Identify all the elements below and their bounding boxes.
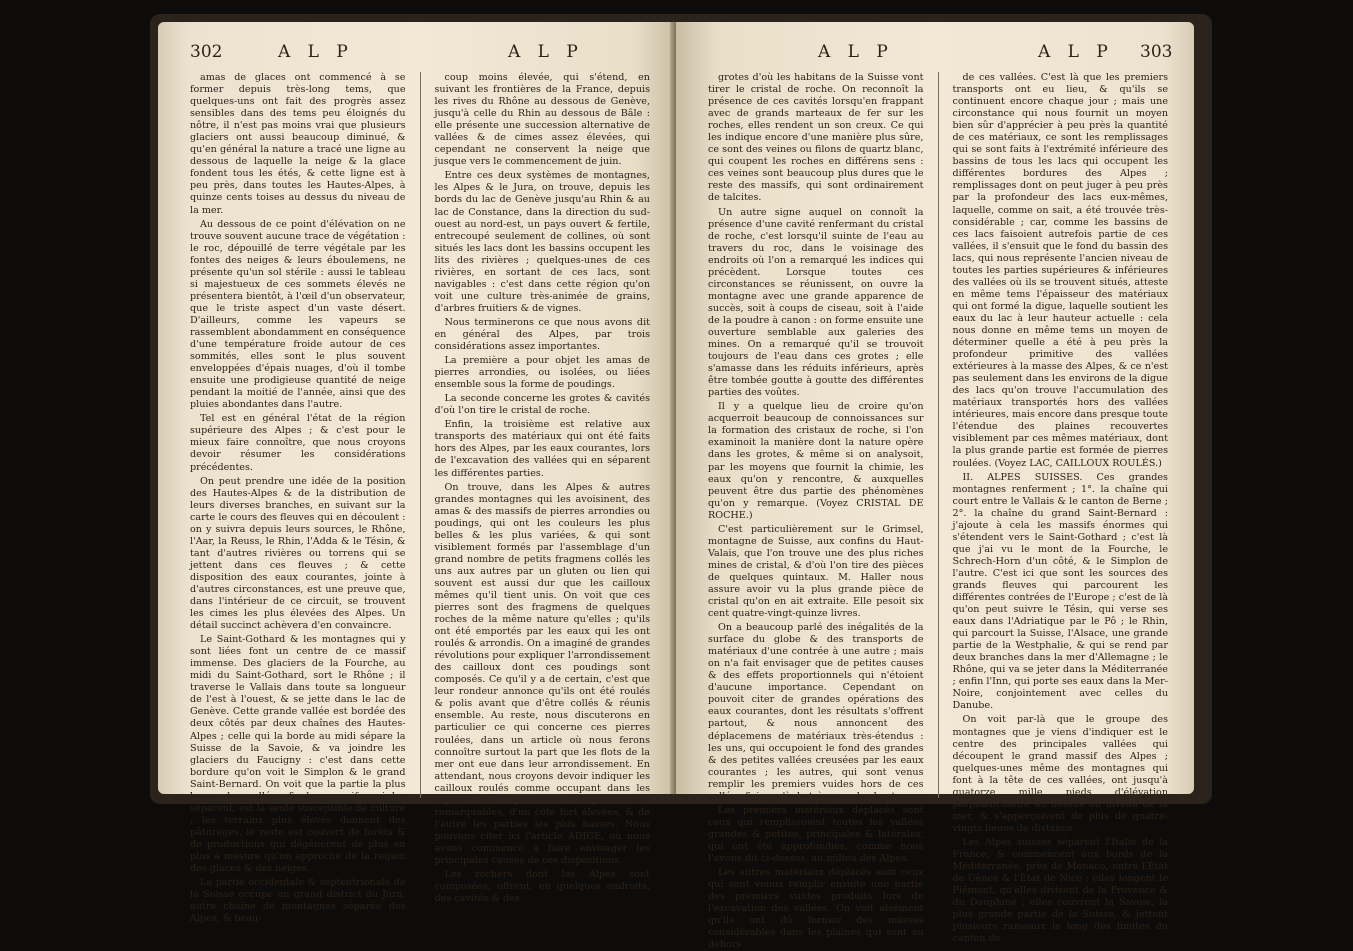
paragraph: La seconde concerne les grotes & cavités d'où l'on tire le cristal de roche. xyxy=(434,393,650,417)
paragraph: Enfin, la troisième est relative aux transports des matériaux qui ont été faits hors des Alpes, par les eaux courantes, lors de l'excavation des vallées qui en séparent les différentes parties. xyxy=(434,419,650,479)
paragraph: Entre ces deux systèmes de montagnes, les Alpes & le Jura, on trouve, depuis les bords du lac de Genève jusqu'au Rhin & au lac de Constance, dans la direction du sud-ouest au nord-est, un pays ouvert & fertile, entrecoupé seulement de collines, où sont situés les lacs dont les bassins occupent les lits des rivières ; quelques-unes de ces rivières, en sortant de ces lacs, sont navigables : c'est dans cette région qu'on voit une culture très-animée de grains, d'arbres fruitiers & de vignes. xyxy=(434,170,650,314)
paragraph: On a beaucoup parlé des inégalités de la surface du globe & des transports de matériaux d'une contrée à une autre ; mais on n'a fait envisager que de petites causes & des effets proportionnels qui n'étoient d'aucune importance. Cependant on pouvoit citer de grandes opérations des eaux courantes, dont les résultats s'offrent partout, & nous annoncent des déplacemens de matériaux très-étendus : les uns, qui occupoient le fond des grandes & des petites vallées creusées par les eaux courantes ; les autres, qui sont venus remplir les premiers vuides hors de ces vallées & jusqu'à de très-grandes hauteurs. xyxy=(708,622,924,802)
paragraph: On trouve, dans les Alpes & autres grandes montagnes qui les avoisinent, des amas & des massifs de pierres arrondies ou poudings, qui ont les couleurs les plus belles & les plus variées, & qui sont visiblement formés par l'assemblage d'un grand nombre de petits fragmens collés les uns aux autres par un gluten ou lien qui souvent est aussi dur que les cailloux mêmes qu'il tient unis. On voit que ces pierres sont des fragmens de quelques roches de la même nature qu'elles ; qu'ils ont été emportés par les eaux qui les ont roulés & arrondis. On a imaginé de grandes révolutions pour expliquer l'arrondissement des cailloux dont ces poudings sont composés. Ce qu'il y a de certain, c'est que leur rondeur annonce qu'ils ont été roulés & polis avant que d'être collés & réunis ensemble. Au reste, nous discuterons en particulier ce qui concerne ces pierres roulées, dans un article où nous ferons connoître surtout la part que les flots de la mer ont eue dans leur arrondissement. En attendant, nous croyons devoir indiquer les cailloux roulés comme occupant dans les Alpes des positions singulièrement remarquables, d'un côté fort élevées, & de l'autre les parties les plus basses. Nous pouvons citer ici l'article ADIGE, où nous avons commencé à faire envisager les principales causes de ces dispositions. xyxy=(434,481,650,866)
page-number: 303 xyxy=(1140,42,1173,62)
column-1 xyxy=(190,72,406,925)
running-head: A L P xyxy=(278,42,354,62)
paragraph: grotes d'où les habitans de la Suisse vont tirer le cristal de roche. On reconnoît la présence de ces cavités lorsqu'en frappant avec de grands marteaux de fer sur les roches, elles rendent un son creux. Ce qui les indique encore d'une manière plus sûre, ce sont des veines ou filons de quartz blanc, qui coupent les roches en différens sens : ces veines sont beaucoup plus dures que le reste des massifs, qui sont ordinairement de talcites. xyxy=(708,72,924,204)
paragraph: Les premiers matériaux déplacés sont ceux qui remplissoient toutes les vallées grandes & petites, principales & latérales, qui ont été approfondies, comme nous l'avons dit ci-dessus, au milieu des Alpes. xyxy=(708,804,924,864)
paragraph: amas de glaces ont commencé à se former depuis très-long tems, que quelques-uns ont fait des progrès assez sensibles dans des tems peu éloignés du nôtre, il n'est pas moins vrai que plusieurs glaciers ont aussi beaucoup diminué, & qu'en général la nature a tracé une ligne au dessous de laquelle la neige & la glace fondent tous les étés, & cette ligne est à peu près, dans toutes les Hautes-Alpes, à quinze cents toises au dessus du niveau de la mer. xyxy=(190,72,406,216)
paragraph: Les rochers dont les Alpes sont composées, offrent, en quelques endroits, des cavités & des xyxy=(434,869,650,905)
paragraph: coup moins élevée, qui s'étend, en suivant les frontières de la France, depuis les rives du Rhône au dessous de Genève, jusqu'à celle du Rhin au dessous de Bâle : elle présente une succession alternative de vallées & de cimes assez élevées, qui cependant ne conservent la neige que jusque vers le commencement de juin. xyxy=(434,72,650,168)
paragraph: C'est particulièrement sur le Grimsel, montagne de Suisse, aux confins du Haut-Valais, que l'on trouve une des plus riches mines de cristal, & d'où l'on tire des pièces de quelques quintaux. M. Haller nous assure avoir vu la plus grande pièce de cristal qu'on en ait extraite. Elle pesoit six cent quatre-vingt-quinze livres. xyxy=(708,523,924,620)
paragraph: de ces vallées. C'est là que les premiers transports ont eu lieu, & qu'ils se continuent encore chaque jour ; mais une circonstance qui nous fournit un moyen bien sûr d'apprécier à peu près la quantité de ces matériaux, ce sont les remplissages qui se sont faits à l'extrémité inférieure des bassins de tous les lacs qui occupent les différentes bordures des Alpes ; remplissages dont on peut juger à peu près par la profondeur des lacs eux-mêmes, laquelle, comme on sait, a été trouvée très-considérable ; car, comme les bassins de ces lacs faisoient autrefois partie de ces vallées, il s'ensuit que le fond du bassin des lacs, qui nous représente l'ancien niveau de toutes les parties supérieures & inférieures des vallées où ils se trouvent situés, atteste en même tems l'épaisseur des matériaux qui ont formé la digue, laquelle soutient les eaux du lac à leur hauteur actuelle : cela nous donne en même tems un moyen de déterminer quelle a été à peu près la profondeur primitive des vallées extérieures à la masse des Alpes, & ce n'est pas seulement dans les environs de la digue des lacs qu'on trouve l'accumulation des matériaux transportés hors des vallées intérieures, mais encore dans presque toute l'étendue des plaines recouvertes visiblement par ces mêmes matériaux, dont la plus grande partie est formée de pierres roulées. (Voyez LAC, CAILLOUX ROULÉS.) xyxy=(952,72,1168,469)
paragraph: Nous terminerons ce que nous avons dit en général des Alpes, par trois considérations assez importantes. xyxy=(434,316,650,353)
paragraph: Les Alpes suisses séparent l'Italie de la France, & commencent aux bords de la Méditerranée, près de Monaco, entre l'État de Gênes & l'État de Nice ; elles longent le Piémont, qu'elles divisent de la Provence & du Dauphiné ; elles couvrent la Savoie, la plus grande partie de la Suisse, & jettent plusieurs rameaux le long des limites du canton de xyxy=(952,836,1168,945)
paragraph: Tel est en général l'état de la région supérieure des Alpes ; & c'est pour le mieux faire connoître, que nous croyons devoir résumer les considérations précédentes. xyxy=(190,413,406,473)
column-1 xyxy=(708,72,924,951)
running-head: A L P xyxy=(818,42,894,62)
paragraph: La première a pour objet les amas de pierres arrondies, ou isolées, ou liées ensemble sous la forme de poudings. xyxy=(434,355,650,391)
paragraph: Au dessous de ce point d'élévation on ne trouve souvent aucune trace de végétation : le roc, dépouillé de terre végétale par les fontes des neiges & leurs éboulemens, ne présente qu'un sol stérile : aussi le tableau si majestueux de ces sommets élevés ne présentera bientôt, à l'œil d'un observateur, que le triste aspect d'un vaste désert. D'ailleurs, comme les vapeurs se rassemblent abondamment en conséquence d'une température froide autour de ces sommités, elles sont le plus souvent enveloppées d'épais nuages, d'où il tombe ensuite une prodigieuse quantité de neige pendant la moitié de l'année, ainsi que des pluies abondantes dans l'autre. xyxy=(190,218,406,411)
right-page xyxy=(676,22,1194,951)
paragraph: II. ALPES SUISSES. Ces grandes montagnes renferment ; 1°. la chaîne qui court entre le Vallais & le canton de Berne ; 2°. la chaîne du grand Saint-Bernard : j'ajoute à cela les massifs énormes qui s'étendent vers le Saint-Gothard ; c'est là que j'ai vu le mont de la Fourche, le Schrech-Horn d'un côté, & le Simplon de l'autre. C'est ici que sont les sources des grands fleuves qui parcourent les différentes contrées de l'Europe ; c'est de là qu'on peut suivre le Tésin, qui verse ses eaux dans l'Adriatique par le Pô ; le Rhin, qui parcourt la Suisse, l'Alsace, une grande partie de la Westphalie, & qui se rend par deux branches dans la mer d'Allemagne ; le Rhône, qui va se jeter dans la Méditerranée ; enfin l'Inn, qui porte ses eaux dans la Mer-Noire, conjointement avec celles du Danube. xyxy=(952,471,1168,712)
left-page-header xyxy=(190,42,650,72)
column-2 xyxy=(434,72,651,905)
running-head: A L P xyxy=(1038,42,1114,62)
page-number: 302 xyxy=(190,42,223,62)
running-head: A L P xyxy=(508,42,584,62)
paragraph: Il y a quelque lieu de croire qu'on acquerroit beaucoup de connoissances sur la formation des cristaux de roche, si l'on examinoit la manière dont la nature opère dans les grotes, & même si on analysoit, par les moyens que fournit la chimie, les eaux qu'on y rencontre, & auxquelles peuvent être dus partie des phénomènes qu'on y remarque. (Voyez CRISTAL DE ROCHE.) xyxy=(708,401,924,521)
column-2 xyxy=(952,72,1169,945)
left-page xyxy=(158,22,676,925)
paragraph: Un autre signe auquel on connoît la présence d'une cavité renfermant du cristal de roche, c'est lorsqu'il suinte de l'eau au travers du roc, dans le voisinage des endroits où l'on a remarqué les indices qui précèdent. Lorsque toutes ces circonstances se réunissent, on ouvre la montagne avec une grande apparence de succès, soit à coups de ciseau, soit à l'aide de la poudre à canon : on forme ensuite une ouverture semblable aux galeries des mines. On a remarqué qu'il se trouvoit toujours de l'eau dans ces grotes ; elle s'amasse dans les réduits inférieurs, après être tombée goutte à goutte des différentes parties des voûtes. xyxy=(708,206,924,399)
paragraph: On peut prendre une idée de la position des Hautes-Alpes & de la distribution de leurs diverses branches, en suivant sur la carte le cours des fleuves qui en découlent : on y suivra depuis leurs sources, le Rhône, l'Aar, la Reuss, le Rhin, l'Adda & le Tésin, & tant d'autres rivières ou torrens qui se jettent dans ces fleuves ; & cette disposition des eaux courantes, jointe à d'autres circonstances, est une preuve que, dans l'intérieur de ce circuit, se trouvent les cimes les plus élevées des Alpes. Un détail succinct achèvera d'en convaincre. xyxy=(190,475,406,632)
right-page-header xyxy=(708,42,1173,72)
paragraph: Les autres matériaux déplacés sont ceux qui sont venus remplir ensuite une partie des premiers vuides produits lors de l'excavation des vallées. On voit aisément qu'ils ont dû former des masses considérables dans les plaines qui sont au dehors xyxy=(708,867,924,951)
column-rule xyxy=(420,72,421,798)
column-rule xyxy=(938,72,939,798)
paragraph: On voit par-là que le groupe des montagnes que je viens d'indiquer est le centre des principales vallées qui découpent le grand massif des Alpes ; quelques-unes même des montagnes qui font à la tête de ces vallées, ont jusqu'à quatorze mille pieds d'élévation perpendiculaire au dessus du niveau de la mer, & s'apperçoivent de plus de quatre-vingts lieues de distance. xyxy=(952,714,1168,834)
paragraph: Le Saint-Gothard & les montagnes qui y sont liées font un centre de ce massif immense. Des glaciers de la Fourche, au midi du Saint-Gothard, sort le Rhône ; il traverse le Vallais dans toute sa longueur de l'est à l'ouest, & se jette dans le lac de Genève. Cette grande vallée est bordée des deux côtés par deux chaînes des Hautes-Alpes ; celle qui la borde au midi sépare la Suisse de la Savoie, & va joindre les glaciers du Faucigny : c'est dans cette bordure qu'on voit le Simplon & le grand Saint-Bernard. On voit que la partie la plus basse des vallées & des massifs qui les séparent, est la seule susceptible de culture ; les terrains plus élevés donnent des pâturages, le reste est couvert de forêts & de productions qui dégénèrent de plus en plus à mesure qu'on approche de la région des glaces & des neiges. xyxy=(190,634,406,875)
paragraph: La partie occidentale & septentrionale de la Suisse occupe un grand district du Jura, autre chaîne de montagnes séparée des Alpes, & beau- xyxy=(190,877,406,925)
